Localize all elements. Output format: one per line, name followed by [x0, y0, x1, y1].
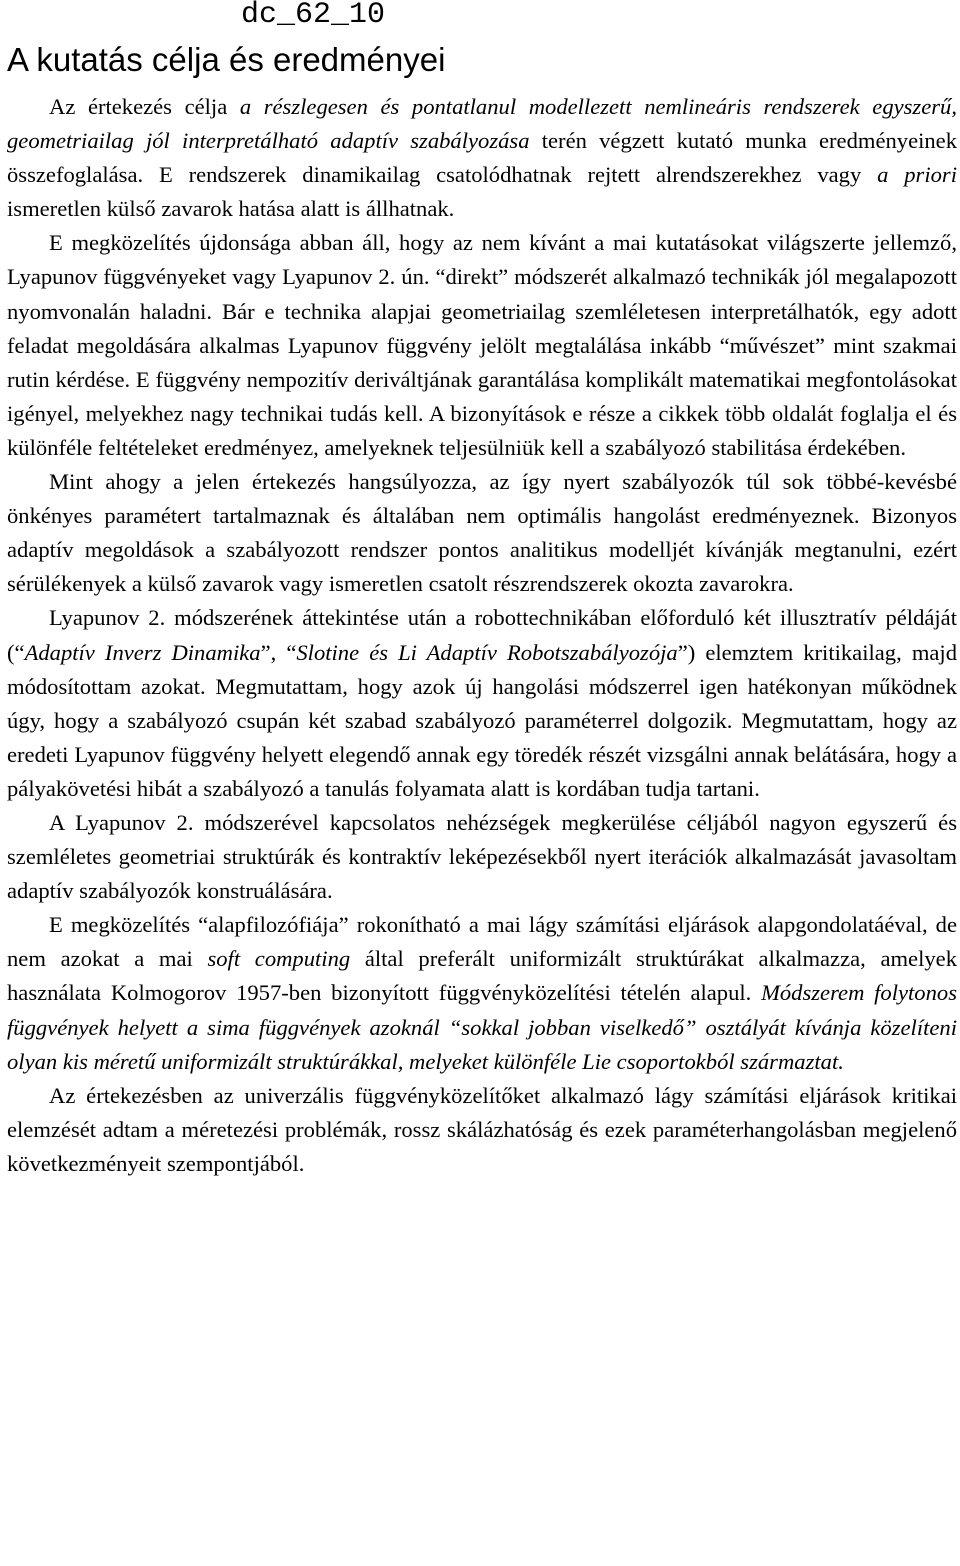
emphasis-text: Módszerem folytonos függvények helyett a sima függvények azoknál “sokkal jobban viselkedő” osztályát kívánja közelíteni olyan kis méretű uniformizált struktúrákkal, melyeket különféle Lie csoportokból származtat. — [7, 980, 957, 1074]
text-run: ”, “ — [260, 639, 297, 665]
text-run: E megközelítés “alapfilozófiája” rokonítható a mai lágy számítási eljárások alapgondolatáéval, de nem azokat a mai — [7, 912, 957, 972]
document-id: dc_62_10 — [241, 0, 386, 32]
text-run: által preferált uniformizált struktúrákat alkalmazza, amelyek használata Kolmogorov 1957-ben bizonyított függvényközelítési tételén alapul. — [7, 946, 957, 1006]
paragraph — [7, 226, 957, 465]
paragraph — [7, 908, 957, 1078]
text-run: Az értekezés célja — [49, 94, 240, 119]
text-run: Lyapunov 2. módszerének áttekintése után a robottechnikában előforduló két illusztratív példáját (“ — [7, 605, 957, 665]
paragraph — [7, 465, 957, 601]
text-run: Mint ahogy a jelen értekezés hangsúlyozza, az így nyert szabályozók túl sok többé-kevésbé önkényes paramétert tartalmaznak és általában nem optimális hangolást eredményeznek. Bizonyos adaptív megoldások a szabályozott rendszer pontos analitikus modelljét kívánják megtanulni, ezért sérülékenyek a külső zavarok vagy ismeretlen csatolt részrendszerek okozta zavarokra. — [7, 469, 957, 597]
paragraph — [7, 601, 957, 806]
paragraph — [7, 90, 957, 226]
text-run: terén végzett kutató munka eredményeinek összefoglalása. E rendszerek dinamikailag csatolódhatnak rejtett alrendszerekhez vagy — [7, 128, 957, 188]
paragraph — [7, 806, 957, 908]
emphasis-text: Adaptív Inverz Dinamika — [24, 639, 261, 665]
body-text — [7, 90, 957, 1181]
section-title: A kutatás célja és eredményei — [7, 41, 446, 78]
text-run: E megközelítés újdonsága abban áll, hogy az nem kívánt a mai kutatásokat világszerte jellemző, Lyapunov függvényeket vagy Lyapunov 2. ún. “direkt” módszerét alkalmazó technikák jól megalapozott nyomvonalán haladni. Bár e technika alapjai geometriailag szemléletesen interpretálhatók, egy adott feladat megoldására alkalmas Lyapunov függvény jelölt megtalálása inkább “művészet” mint szakmai rutin kérdése. E függvény nempozitív deriváltjának garantálása komplikált matematikai megfontolásokat igényel, melyekhez nagy technikai tudás kell. A bizonyítások e része a cikkek több oldalát foglalja el és különféle feltételeket eredményez, amelyeknek teljesülniük kell a szabályozó stabilitása érdekében. — [7, 230, 957, 460]
emphasis-text: soft computing — [207, 946, 351, 972]
emphasis-text: a priori — [877, 162, 957, 188]
text-run: Az értekezésben az univerzális függvényközelítőket alkalmazó lágy számítási eljárások kritikai elemzését adtam a méretezési problémák, rossz skálázhatóság és ezek paraméterhangolásban megjelenő következményeit szempontjából. — [7, 1082, 957, 1176]
emphasis-text: a részlegesen és pontatlanul modellezett nemlineáris rendszerek egyszerű, geometriailag jól interpretálható adaptív szabályozása — [7, 94, 957, 154]
text-run: ismeretlen külső zavarok hatása alatt is állhatnak. — [7, 196, 455, 222]
paragraph — [7, 1079, 957, 1181]
text-run: ”) elemztem kritikailag, majd módosítottam azokat. Megmutattam, hogy azok új hangolási módszerrel igen hatékonyan működnek úgy, hogy a szabályozó csupán két szabad szabályozó paraméterrel dolgozik. Megmutattam, hogy az eredeti Lyapunov függvény helyett elegendő annak egy töredék részét vizsgálni annak belátására, hogy a pályakövetési hibát a szabályozó a tanulás folyamata alatt is kordában tudja tartani. — [7, 639, 958, 801]
emphasis-text: Slotine és Li Adaptív Robotszabályozója — [296, 639, 678, 665]
text-run: A Lyapunov 2. módszerével kapcsolatos nehézségek megkerülése céljából nagyon egyszerű és szemléletes geometriai struktúrák és kontraktív leképezésekből nyert iterációk alkalmazását javasoltam adaptív szabályozók konstruálására. — [7, 809, 957, 904]
